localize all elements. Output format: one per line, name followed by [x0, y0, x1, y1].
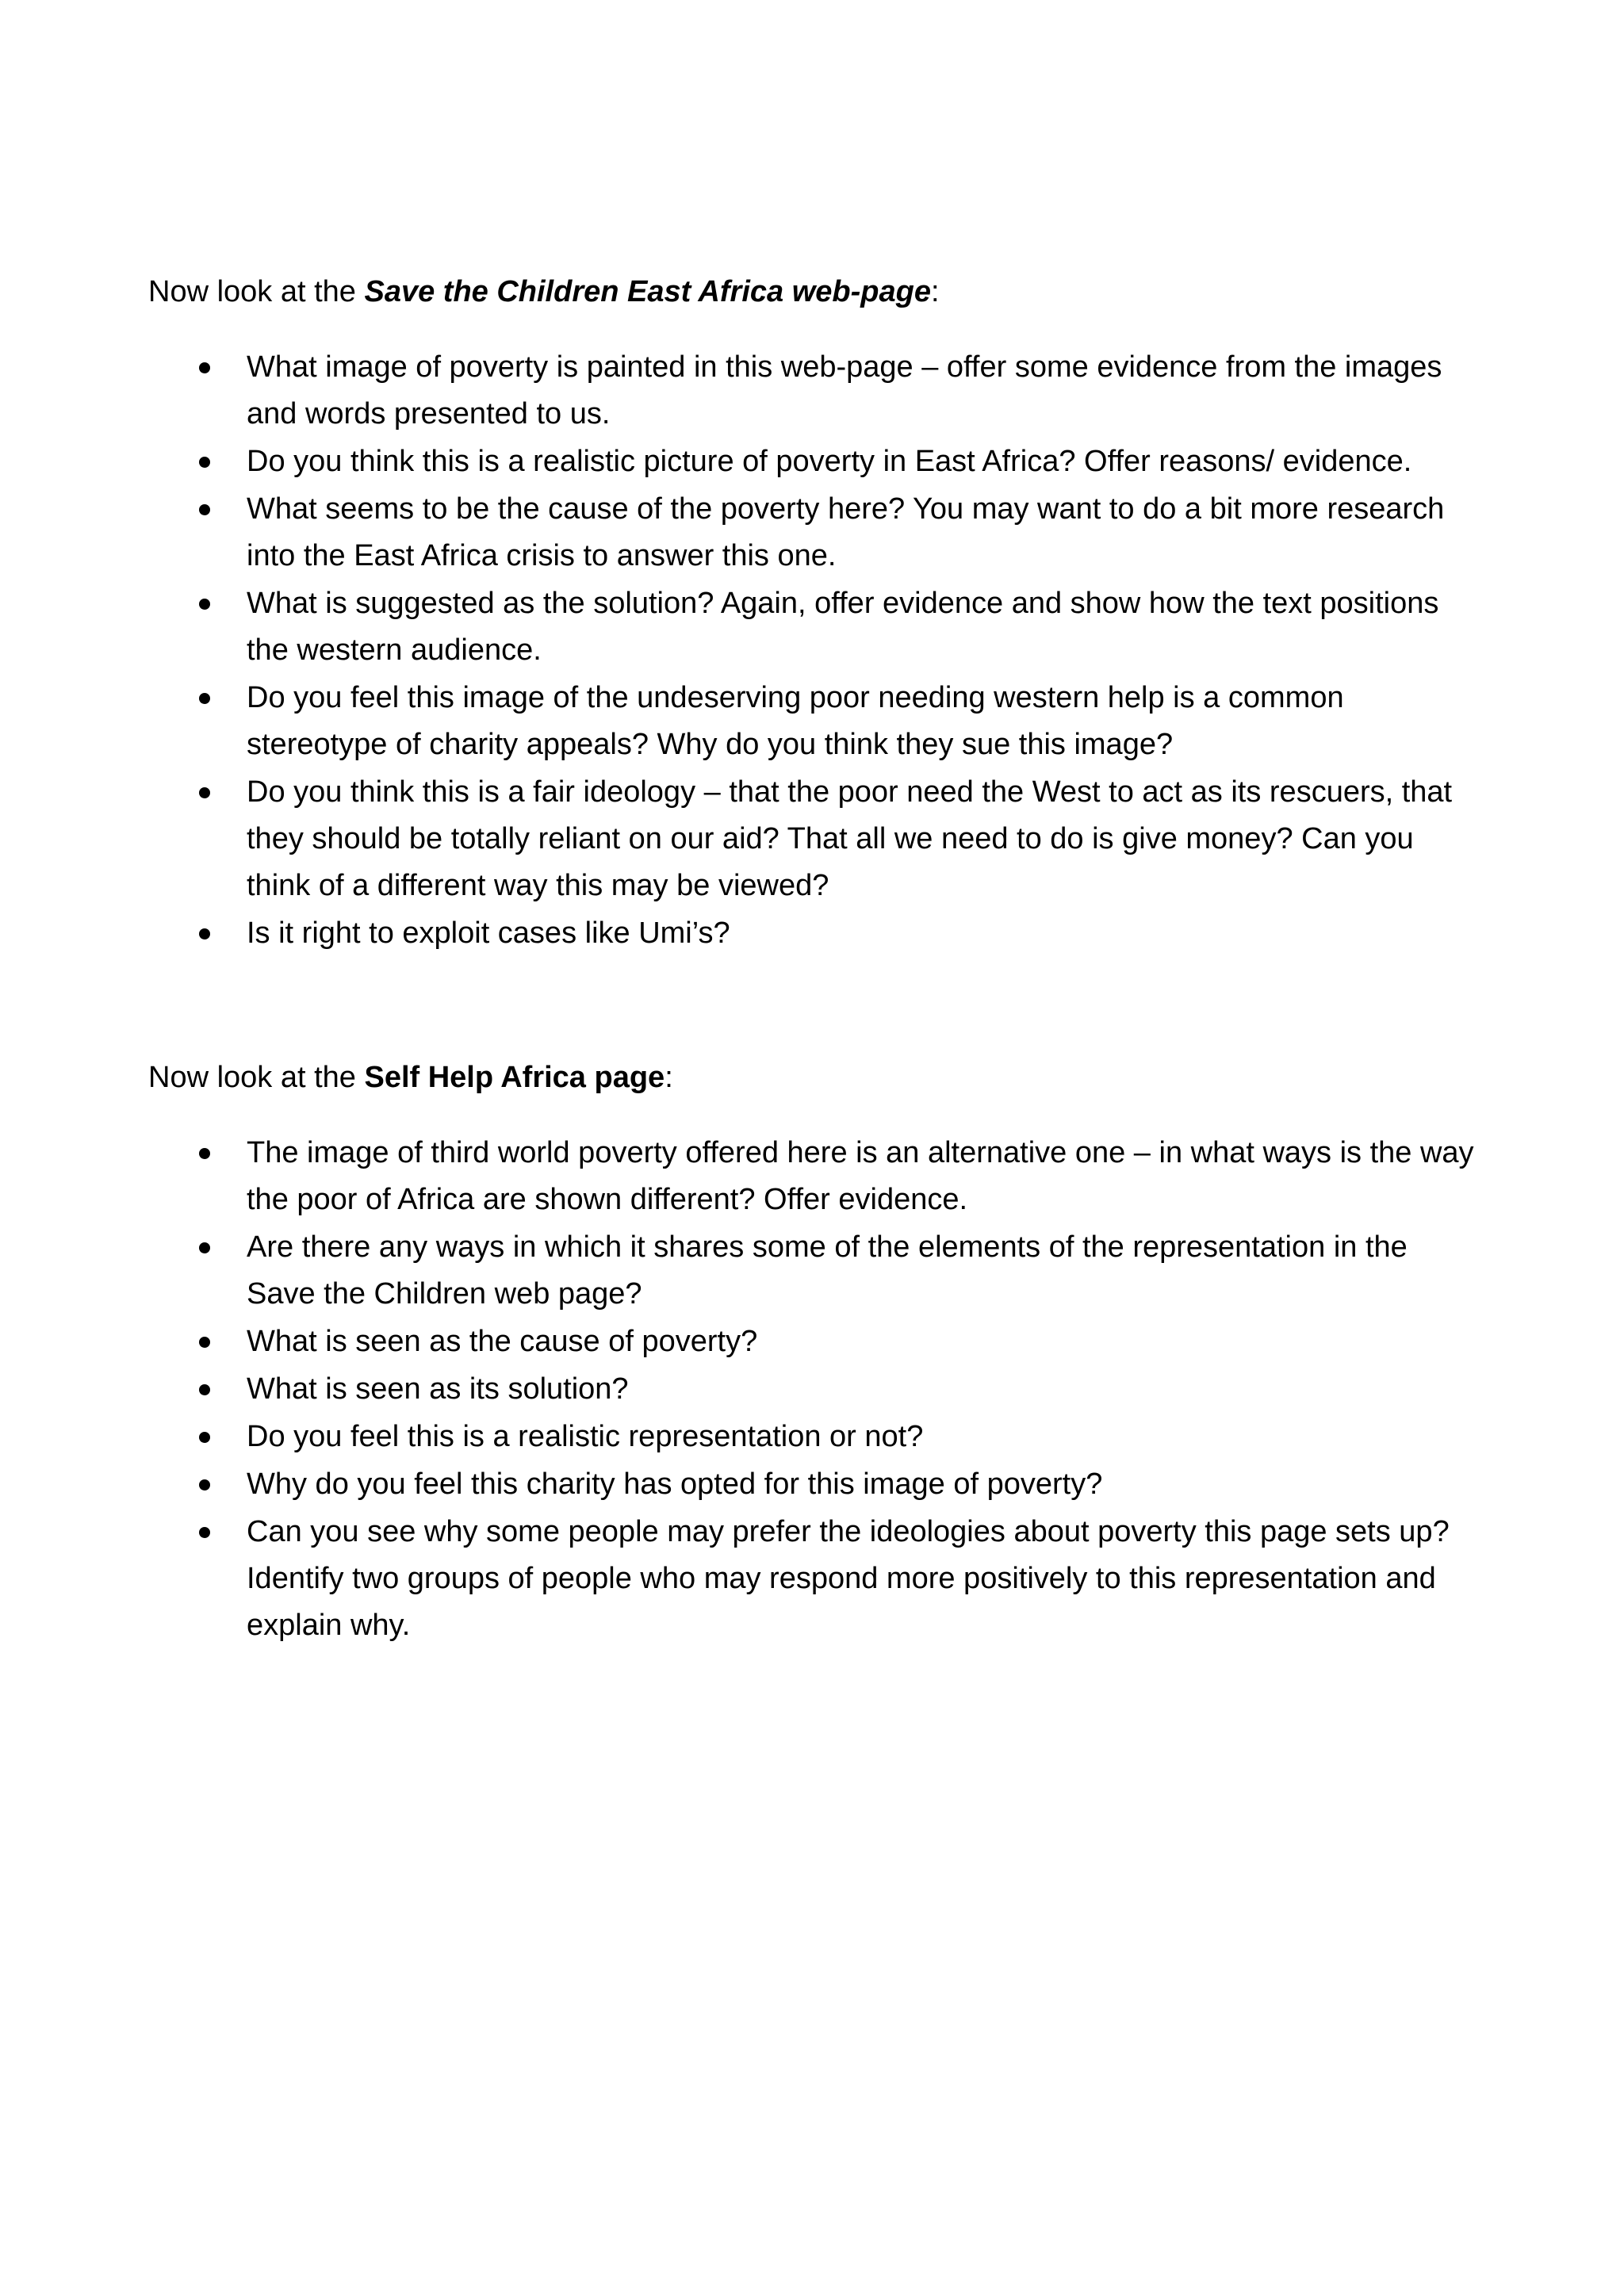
section-2-question [0, 1366, 1484, 1413]
bullet-icon [199, 928, 210, 939]
bullet-icon [199, 457, 210, 468]
section-1-intro-emphasis: Save the Children East Africa web-page [364, 275, 931, 308]
section-1-question-text: Is it right to exploit cases like Umi’s? [247, 916, 730, 950]
section-1-question-text: What is suggested as the solution? Again, offer evidence and show how the text positions the western audience. [247, 587, 1439, 667]
section-2-question [0, 1130, 1484, 1223]
section-1-question-text: Do you think this is a fair ideology – that the poor need the West to act as its rescuers, that they should be totally reliant on our aid? That all we need to do is give money? Can you think of a different way this may be viewed? [247, 775, 1453, 902]
section-1-question-text: Do you think this is a realistic picture of poverty in East Africa? Offer reasons/ evidence. [247, 445, 1412, 478]
section-2-question [0, 1414, 1484, 1460]
section-1-question-text: What seems to be the cause of the poverty here? You may want to do a bit more research into the East Africa crisis to answer this one. [247, 492, 1445, 572]
section-2-question-text: Why do you feel this charity has opted for this image of poverty? [247, 1468, 1103, 1501]
bullet-icon [199, 504, 210, 515]
section-1-question-list [0, 344, 1624, 958]
section-1-question-text: What image of poverty is painted in this web-page – offer some evidence from the images and words presented to us. [247, 350, 1442, 430]
bullet-icon [199, 1432, 210, 1443]
bullet-icon [199, 1479, 210, 1490]
section-1-question [0, 344, 1484, 438]
section-2-question-text: What is seen as the cause of poverty? [247, 1325, 758, 1358]
bullet-icon [199, 1527, 210, 1538]
section-2-intro-emphasis: Self Help Africa page [364, 1061, 665, 1094]
section-1-question-text: Do you feel this image of the undeserving poor needing western help is a common stereotype of charity appeals? Why do you think they sue this image? [247, 681, 1344, 761]
bullet-icon [199, 1337, 210, 1348]
section-2-question [0, 1509, 1484, 1649]
section-1-intro-suffix: : [930, 275, 940, 308]
section-2-question [0, 1318, 1484, 1365]
bullet-icon [199, 362, 210, 373]
section-1-question [0, 769, 1484, 909]
bullet-icon [199, 787, 210, 798]
section-1-question [0, 486, 1484, 580]
bullet-icon [199, 1242, 210, 1253]
section-1-question [0, 910, 1484, 957]
section-2-question-text: Can you see why some people may prefer the ideologies about poverty this page sets up? Identify two groups of people who may respond more positively to this representation and explain why. [247, 1515, 1450, 1642]
section-2-question [0, 1461, 1484, 1508]
section-2-question-text: Are there any ways in which it shares some of the elements of the representation in the Save the Children web page? [247, 1230, 1408, 1311]
section-2-intro [148, 1054, 673, 1101]
section-2-question-text: The image of third world poverty offered here is an alternative one – in what ways is the way the poor of Africa are shown different? Offer evidence. [247, 1136, 1474, 1216]
section-1-question [0, 438, 1484, 485]
section-1-question [0, 580, 1484, 674]
section-2-question-text: What is seen as its solution? [247, 1372, 629, 1406]
section-2-question [0, 1224, 1484, 1318]
section-2-question-list [0, 1130, 1624, 1650]
bullet-icon [199, 1148, 210, 1159]
bullet-icon [199, 1384, 210, 1395]
bullet-icon [199, 693, 210, 704]
bullet-icon [199, 599, 210, 610]
section-2-intro-suffix: : [665, 1061, 673, 1094]
section-2-intro-prefix: Now look at the [148, 1061, 365, 1094]
section-1-intro [148, 269, 940, 316]
section-1-question [0, 675, 1484, 768]
section-2-question-text: Do you feel this is a realistic representation or not? [247, 1420, 924, 1453]
section-1-intro-prefix: Now look at the [148, 275, 365, 308]
